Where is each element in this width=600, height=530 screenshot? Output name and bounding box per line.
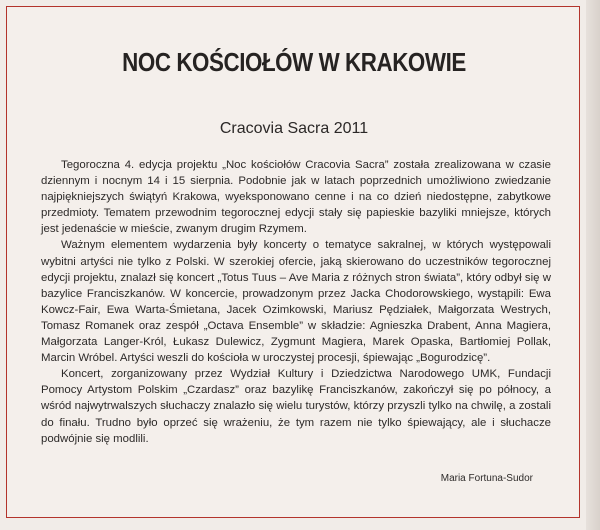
author-byline: Maria Fortuna-Sudor	[440, 473, 533, 484]
paragraph-1: Tegoroczna 4. edycja projektu „Noc kościołów Cracovia Sacra” została zrealizowana w czasie dziennym i nocnym 14 i 15 sierpnia. Podobnie jak w latach poprzednich umożliwiono zwiedzanie najpiękniejszych świątyń Krakowa, wyeksponowano cenne i na co dzień niedostępne, zabytkowe przedmioty. Tematem przewodnim tegorocznej edycji stały się papieskie bazyliki mniejsze, których jest jedenaście w mieście, zwanym drugim Rzymem.	[41, 159, 551, 236]
article-frame	[6, 6, 580, 518]
article-body	[41, 157, 551, 447]
article-title: NOC KOŚCIOŁÓW W KRAKOWIE	[122, 47, 466, 77]
article-subtitle: Cracovia Sacra 2011	[219, 120, 369, 137]
paragraph-3: Koncert, zorganizowany przez Wydział Kultury i Dziedzictwa Narodowego UMK, Fundacji Pomocy Artystom Polskim „Czardasz” oraz bazylikę Franciszkanów, zakończył się po północy, a wśród najwytrwalszych słuchaczy znalazło się wielu turystów, którzy przyszli tylko na chwilę, a zostali do finału. Trudno było oprzeć się wrażeniu, że tym razem nie tylko śpiewający, ale i słuchacze podwójnie się modlili.	[41, 368, 551, 445]
paragraph-2: Ważnym elementem wydarzenia były koncerty o tematyce sakralnej, w których występowali wybitni artyści nie tylko z Polski. W szerokiej ofercie, jaką skierowano do uczestników tegorocznej edycji projektu, znalazł się koncert „Totus Tuus – Ave Maria z różnych stron świata”, który odbył się w bazylice Franciszkanów. W koncercie, prowadzonym przez Jacka Chodorowskiego, wystąpili: Ewa Kowcz-Fair, Ewa Warta-Śmietana, Jacek Ozimkowski, Mariusz Pędziałek, Małgorzata Westrych, Tomasz Romanek oraz zespół „Octava Ensemble” w składzie: Agnieszka Drabent, Anna Magiera, Małgorzata Langer-Król, Łukasz Dulewicz, Zygmunt Magiera, Marek Opaska, Bartłomiej Pollak, Marcin Wróbel. Artyści weszli do kościoła w uroczystej procesji, śpiewając „Bogurodzicę”.	[41, 239, 551, 365]
page-edge-shadow	[586, 0, 600, 530]
